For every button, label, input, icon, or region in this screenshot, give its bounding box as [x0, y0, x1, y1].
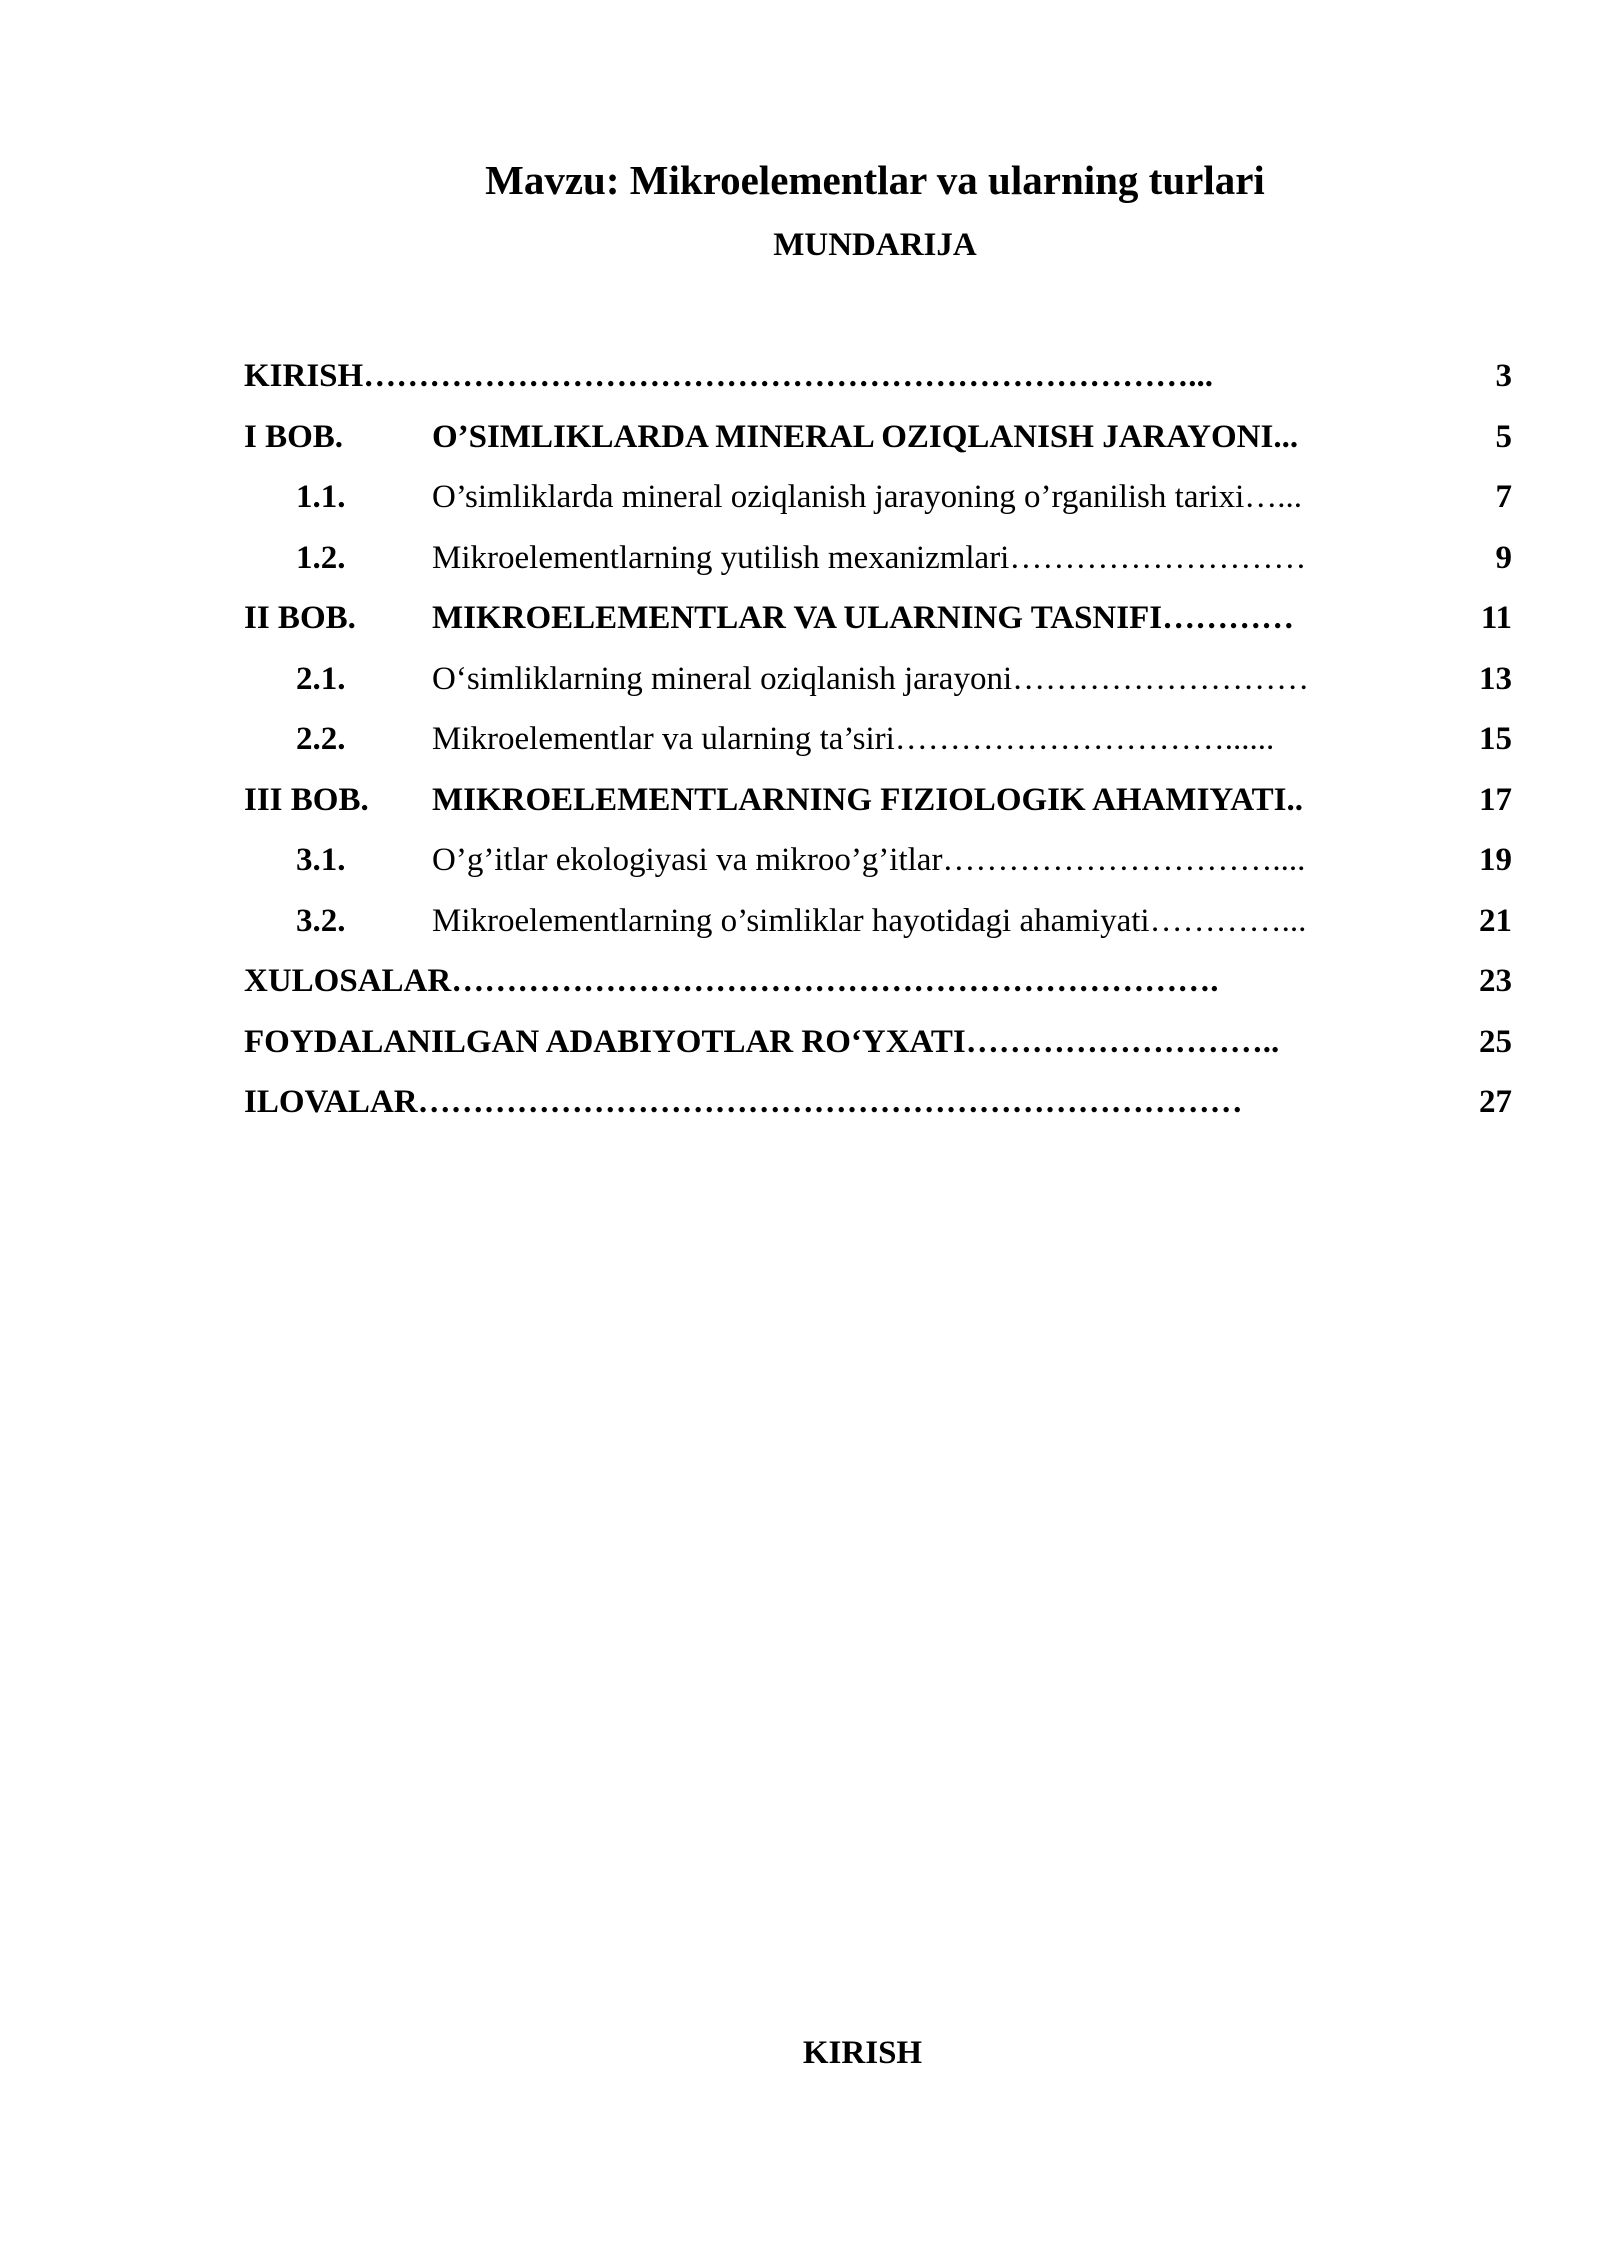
toc-entry[interactable]: [244, 951, 1512, 1012]
toc-entry-title: MIKROELEMENTLARNING FIZIOLOGIK AHAMIYATI..: [432, 781, 1303, 818]
toc-entry[interactable]: [244, 649, 1512, 710]
toc-entry-number: 1.2.: [296, 539, 346, 576]
toc-entry[interactable]: [244, 528, 1512, 589]
toc-entry-page-number: 19: [1479, 842, 1512, 878]
toc-entry[interactable]: [244, 588, 1512, 649]
toc-entry-title: XULOSALAR…………………………………………………………….: [244, 963, 1219, 999]
toc-entry-number: II BOB.: [244, 600, 356, 636]
toc-entry-page-number: 25: [1479, 1023, 1512, 1060]
toc-entry-title: ILOVALAR…………………………………………………………………: [244, 1084, 1243, 1120]
table-of-contents-heading: MUNDARIJA: [773, 227, 977, 263]
toc-entry[interactable]: [244, 467, 1512, 528]
toc-entry-page-number: 15: [1479, 721, 1512, 757]
toc-entry-title: Mikroelementlar va ularning ta’siri…………………………......: [432, 721, 1275, 757]
toc-entry-title: O’g’itlar ekologiyasi va mikroo’g’itlar…………………………....: [432, 842, 1306, 878]
toc-entry-title: KIRISH…………………………………………………………………...: [244, 358, 1213, 394]
toc-entry-page-number: 27: [1479, 1084, 1512, 1120]
toc-entry-number: I BOB.: [244, 418, 344, 455]
toc-entry-page-number: 21: [1479, 902, 1512, 939]
toc-entry-title: O’SIMLIKLARDA MINERAL OZIQLANISH JARAYONI...: [432, 418, 1299, 455]
toc-entry-title: Mikroelementlarning o’simliklar hayotidagi ahamiyati…………...: [432, 902, 1307, 939]
toc-entry-page-number: 23: [1479, 963, 1512, 999]
toc-entry-page-number: 7: [1495, 479, 1512, 515]
toc-entry[interactable]: [244, 709, 1512, 770]
toc-entry[interactable]: [244, 1072, 1512, 1133]
toc-entry-title: MIKROELEMENTLAR VA ULARNING TASNIFI…………: [432, 600, 1295, 636]
toc-entry-number: 1.1.: [296, 479, 346, 515]
toc-entry[interactable]: [244, 1012, 1512, 1073]
toc-entry-title: Mikroelementlarning yutilish mexanizmlari………………………: [432, 539, 1307, 576]
toc-entry-page-number: 3: [1495, 358, 1512, 394]
toc-entry-page-number: 11: [1480, 600, 1512, 636]
table-of-contents: [244, 346, 1512, 1133]
toc-entry-title: O’simliklarda mineral oziqlanish jarayoning o’rganilish tarixi…...: [432, 479, 1303, 515]
toc-entry-title: FOYDALANILGAN ADABIYOTLAR RO‘YXATI………………………..: [244, 1023, 1280, 1060]
toc-entry[interactable]: [244, 407, 1512, 468]
toc-entry-page-number: 13: [1479, 660, 1512, 697]
toc-entry-page-number: 17: [1479, 781, 1512, 818]
toc-entry-number: 2.2.: [296, 721, 346, 757]
introduction-heading: KIRISH: [802, 2035, 923, 2071]
toc-entry-page-number: 9: [1495, 539, 1512, 576]
toc-entry[interactable]: [244, 830, 1512, 891]
toc-entry[interactable]: [244, 891, 1512, 952]
toc-entry-number: 3.2.: [296, 902, 346, 939]
toc-entry-page-number: 5: [1495, 418, 1512, 455]
toc-entry-title: O‘simliklarning mineral oziqlanish jarayoni………………………: [432, 660, 1310, 697]
toc-entry[interactable]: [244, 346, 1512, 407]
document-title: Mavzu: Mikroelementlar va ularning turlari: [485, 157, 1265, 203]
toc-entry-number: 3.1.: [296, 842, 346, 878]
toc-entry-number: III BOB.: [244, 781, 369, 818]
toc-entry-number: 2.1.: [296, 660, 346, 697]
toc-entry[interactable]: [244, 770, 1512, 831]
